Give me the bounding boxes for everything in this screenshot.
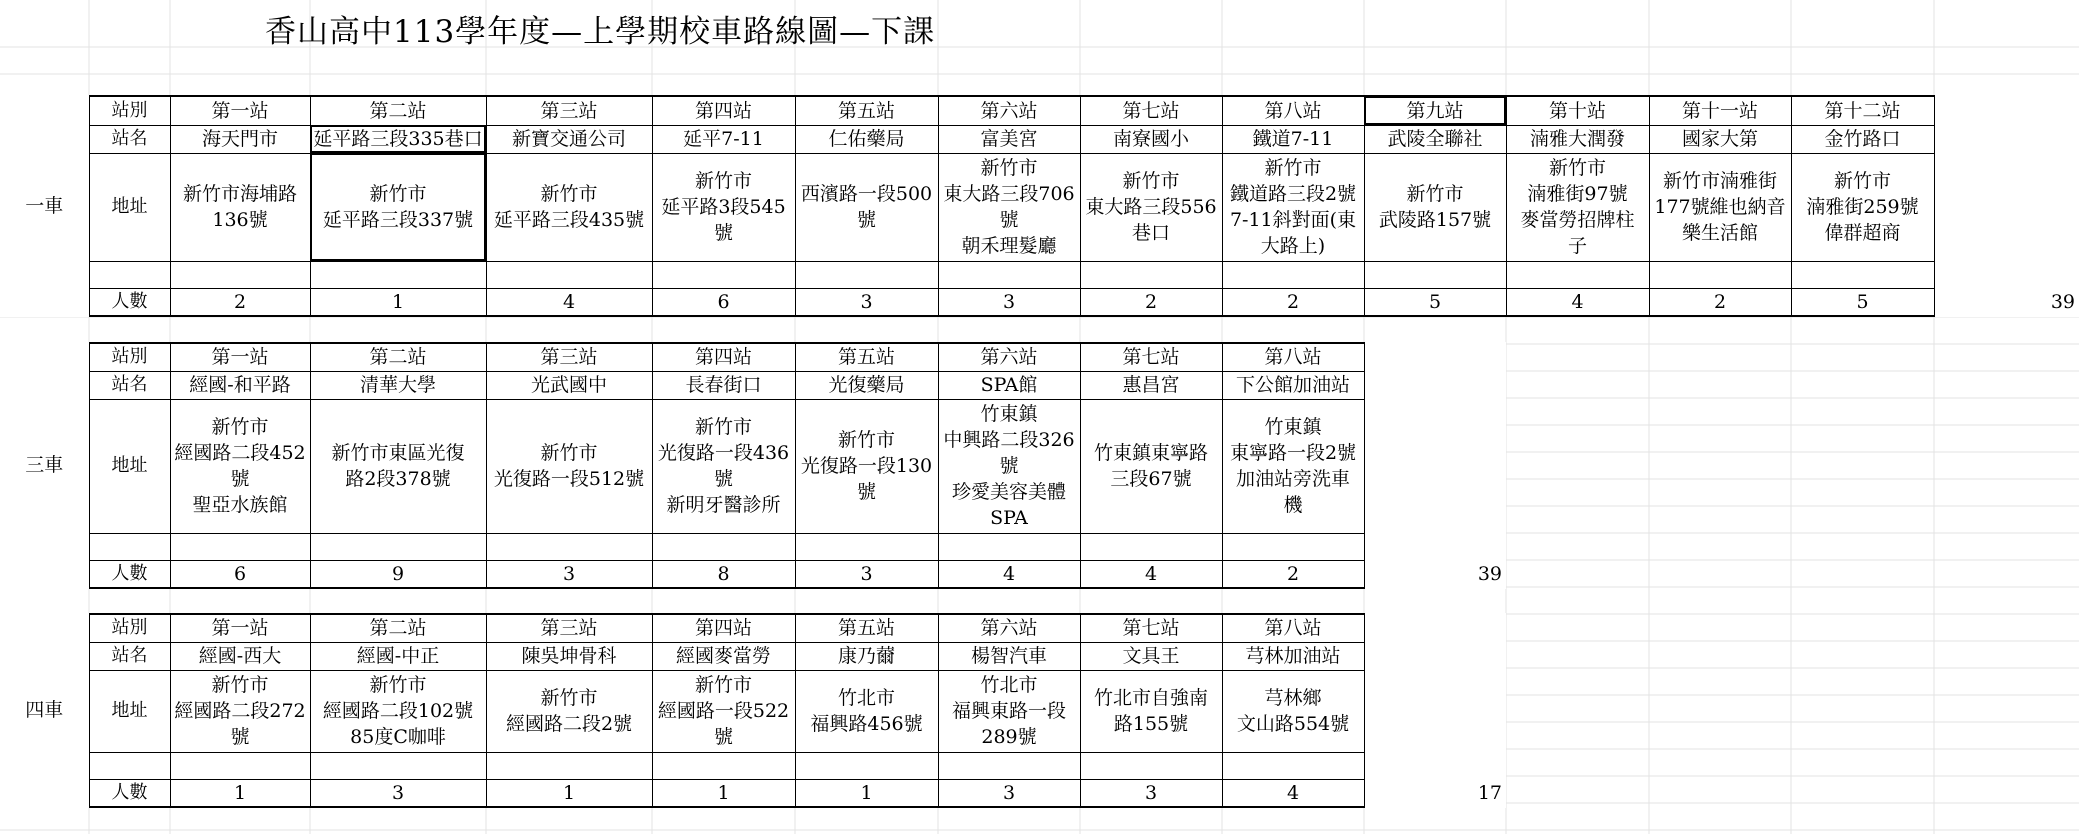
- station-name: 光復藥局: [795, 371, 938, 399]
- blank-cell: [1080, 261, 1222, 288]
- station-count: 3: [795, 560, 938, 588]
- blank-cell: [795, 261, 938, 288]
- row-label-address: 地址: [89, 670, 170, 752]
- blank-cell: [795, 752, 938, 779]
- station-count: 4: [486, 288, 652, 316]
- station-order: 第四站: [652, 96, 795, 125]
- station-count: 9: [310, 560, 486, 588]
- station-name: 鐵道7-11: [1222, 125, 1364, 153]
- station-count: 2: [1222, 560, 1364, 588]
- station-count: 2: [1080, 288, 1222, 316]
- station-address: 芎林鄉 文山路554號: [1222, 670, 1364, 752]
- station-order: 第八站: [1222, 343, 1364, 371]
- blank-cell: [89, 533, 170, 560]
- row-label-address: 地址: [89, 153, 170, 261]
- station-count: 1: [170, 779, 310, 807]
- station-name: SPA館: [938, 371, 1080, 399]
- station-name-selected[interactable]: 延平路三段335巷口: [310, 125, 486, 153]
- station-name: 湳雅大潤發: [1506, 125, 1649, 153]
- station-count: 1: [795, 779, 938, 807]
- station-count: 5: [1364, 288, 1506, 316]
- empty-cell: [1934, 153, 2079, 261]
- station-order: 第二站: [310, 343, 486, 371]
- station-name: 富美宮: [938, 125, 1080, 153]
- blank-cell: [170, 533, 310, 560]
- blank-cell: [795, 533, 938, 560]
- car-total: 17: [1477, 781, 1502, 804]
- empty-cell: [1934, 261, 2079, 288]
- station-order: 第六站: [938, 96, 1080, 125]
- blank-cell: [310, 261, 486, 288]
- empty-cell: [1934, 96, 2079, 125]
- station-address: 西濱路一段500 號: [795, 153, 938, 261]
- station-count: 5: [1791, 288, 1934, 316]
- station-address: 新竹市 延平路3段545 號: [652, 153, 795, 261]
- blank-cell: [170, 752, 310, 779]
- station-name: 經國-中正: [310, 642, 486, 670]
- station-name: 南寮國小: [1080, 125, 1222, 153]
- station-name: 陳吳坤骨科: [486, 642, 652, 670]
- row-label-name: 站名: [89, 371, 170, 399]
- station-address: 新竹市 經國路一段522 號: [652, 670, 795, 752]
- station-order: 第六站: [938, 614, 1080, 642]
- empty-cell: [1364, 399, 1506, 533]
- blank-cell: [652, 261, 795, 288]
- blank-cell: [938, 752, 1080, 779]
- blank-cell: [89, 752, 170, 779]
- station-order: 第八站: [1222, 96, 1364, 125]
- car-3-route-table: [0, 342, 1506, 589]
- station-order: 第六站: [938, 343, 1080, 371]
- station-name: 惠昌宮: [1080, 371, 1222, 399]
- station-address: 新竹市 光復路一段512號: [486, 399, 652, 533]
- station-name: 經國麥當勞: [652, 642, 795, 670]
- station-count: 3: [1080, 779, 1222, 807]
- station-address: 竹東鎮 中興路二段326 號 珍愛美容美體 SPA: [938, 399, 1080, 533]
- station-name: 新寶交通公司: [486, 125, 652, 153]
- station-order: 第七站: [1080, 614, 1222, 642]
- blank-cell: [1364, 261, 1506, 288]
- station-count: 4: [938, 560, 1080, 588]
- station-name: 金竹路口: [1791, 125, 1934, 153]
- row-label-order: 站別: [89, 343, 170, 371]
- car-total: 39: [1477, 562, 1502, 585]
- station-count: 2: [1649, 288, 1791, 316]
- station-address: 新竹市 延平路三段435號: [486, 153, 652, 261]
- station-address: 新竹市 東大路三段556 巷口: [1080, 153, 1222, 261]
- station-count: 3: [795, 288, 938, 316]
- station-order: 第八站: [1222, 614, 1364, 642]
- blank-cell: [1222, 533, 1364, 560]
- row-label-order: 站別: [89, 96, 170, 125]
- row-label-count: 人數: [89, 288, 170, 316]
- station-name: 文具王: [1080, 642, 1222, 670]
- station-address: 竹北市自強南 路155號: [1080, 670, 1222, 752]
- blank-cell: [486, 261, 652, 288]
- station-count: 3: [310, 779, 486, 807]
- row-label-count: 人數: [89, 779, 170, 807]
- car-1-route-table: [0, 95, 2079, 317]
- blank-cell: [938, 533, 1080, 560]
- station-address: 竹北市 福興路456號: [795, 670, 938, 752]
- station-order: 第五站: [795, 614, 938, 642]
- blank-cell: [938, 261, 1080, 288]
- station-name: 海天門市: [170, 125, 310, 153]
- station-name: 仁佑藥局: [795, 125, 938, 153]
- station-count: 1: [310, 288, 486, 316]
- car-total: 39: [2050, 290, 2075, 313]
- station-address: 新竹市 光復路一段436 號 新明牙醫診所: [652, 399, 795, 533]
- station-order: 第十站: [1506, 96, 1649, 125]
- station-address: 竹北市 福興東路一段 289號: [938, 670, 1080, 752]
- row-label-address: 地址: [89, 399, 170, 533]
- station-order-selected[interactable]: 第九站: [1364, 96, 1506, 125]
- station-order: 第七站: [1080, 343, 1222, 371]
- station-name: 清華大學: [310, 371, 486, 399]
- blank-cell: [486, 752, 652, 779]
- blank-cell: [1506, 261, 1649, 288]
- empty-cell: [1364, 614, 1506, 642]
- blank-cell: [652, 752, 795, 779]
- station-count: 4: [1222, 779, 1364, 807]
- station-name: 下公館加油站: [1222, 371, 1364, 399]
- station-address: 新竹市海埔路 136號: [170, 153, 310, 261]
- station-order: 第五站: [795, 96, 938, 125]
- blank-cell: [170, 261, 310, 288]
- station-name: 光武國中: [486, 371, 652, 399]
- empty-cell: [1364, 642, 1506, 670]
- car-label: 一車: [0, 96, 89, 316]
- empty-cell: [1364, 533, 1506, 560]
- station-address: 竹東鎮東寧路 三段67號: [1080, 399, 1222, 533]
- row-label-order: 站別: [89, 614, 170, 642]
- station-name: 武陵全聯社: [1364, 125, 1506, 153]
- station-address: 新竹市 湳雅街97號 麥當勞招牌柱 子: [1506, 153, 1649, 261]
- station-address: 新竹市湳雅街 177號維也納音 樂生活館: [1649, 153, 1791, 261]
- station-count: 3: [938, 779, 1080, 807]
- row-label-name: 站名: [89, 642, 170, 670]
- station-name: 楊智汽車: [938, 642, 1080, 670]
- blank-cell: [310, 533, 486, 560]
- car-label: 四車: [0, 614, 89, 807]
- station-order: 第四站: [652, 614, 795, 642]
- station-count: 3: [486, 560, 652, 588]
- empty-cell: [1934, 125, 2079, 153]
- empty-cell: [1364, 343, 1506, 371]
- station-address: 新竹市東區光復 路2段378號: [310, 399, 486, 533]
- blank-cell: [1649, 261, 1791, 288]
- station-name: 經國-西大: [170, 642, 310, 670]
- blank-cell: [1222, 261, 1364, 288]
- station-count: 2: [1222, 288, 1364, 316]
- station-address: 新竹市 武陵路157號: [1364, 153, 1506, 261]
- blank-cell: [1222, 752, 1364, 779]
- station-order: 第二站: [310, 96, 486, 125]
- station-count: 1: [486, 779, 652, 807]
- station-order: 第五站: [795, 343, 938, 371]
- station-count: 6: [652, 288, 795, 316]
- blank-cell: [486, 533, 652, 560]
- station-address: 新竹市 經國路二段2號: [486, 670, 652, 752]
- station-order: 第四站: [652, 343, 795, 371]
- station-count: 4: [1080, 560, 1222, 588]
- blank-cell: [652, 533, 795, 560]
- station-count: 3: [938, 288, 1080, 316]
- station-order: 第一站: [170, 96, 310, 125]
- station-order: 第三站: [486, 343, 652, 371]
- car-label: 三車: [0, 343, 89, 588]
- station-address: 新竹市 湳雅街259號 偉群超商: [1791, 153, 1934, 261]
- station-order: 第二站: [310, 614, 486, 642]
- station-address: 新竹市 鐵道路三段2號 7-11斜對面(東 大路上): [1222, 153, 1364, 261]
- blank-cell: [310, 752, 486, 779]
- station-count: 2: [170, 288, 310, 316]
- station-name: 康乃薾: [795, 642, 938, 670]
- row-label-name: 站名: [89, 125, 170, 153]
- station-order: 第三站: [486, 96, 652, 125]
- station-address: 新竹市 經國路二段452 號 聖亞水族館: [170, 399, 310, 533]
- car-4-route-table: [0, 613, 1506, 808]
- station-count: 4: [1506, 288, 1649, 316]
- blank-cell: [1791, 261, 1934, 288]
- station-order: 第十一站: [1649, 96, 1791, 125]
- station-address: 新竹市 東大路三段706 號 朝禾理髮廳: [938, 153, 1080, 261]
- station-order: 第一站: [170, 343, 310, 371]
- station-address: 新竹市 經國路二段272 號: [170, 670, 310, 752]
- empty-cell: [1364, 371, 1506, 399]
- blank-cell: [89, 261, 170, 288]
- station-name: 經國-和平路: [170, 371, 310, 399]
- station-count: 8: [652, 560, 795, 588]
- blank-cell: [1080, 752, 1222, 779]
- station-count: 6: [170, 560, 310, 588]
- empty-cell: [1364, 752, 1506, 779]
- station-name: 芎林加油站: [1222, 642, 1364, 670]
- station-order: 第一站: [170, 614, 310, 642]
- station-name: 延平7-11: [652, 125, 795, 153]
- station-address: 新竹市 經國路二段102號 85度C咖啡: [310, 670, 486, 752]
- blank-cell: [1080, 533, 1222, 560]
- station-name: 國家大第: [1649, 125, 1791, 153]
- station-count: 1: [652, 779, 795, 807]
- row-label-count: 人數: [89, 560, 170, 588]
- station-order: 第七站: [1080, 96, 1222, 125]
- empty-cell: [1364, 670, 1506, 752]
- station-address: 竹東鎮 東寧路一段2號 加油站旁洗車 機: [1222, 399, 1364, 533]
- station-address: 新竹市 光復路一段130 號: [795, 399, 938, 533]
- station-name: 長春街口: [652, 371, 795, 399]
- station-order: 第十二站: [1791, 96, 1934, 125]
- station-order: 第三站: [486, 614, 652, 642]
- station-address-selected[interactable]: 新竹市 延平路三段337號: [310, 153, 486, 261]
- page-title: 香山高中113學年度—上學期校車路線圖—下課: [265, 14, 936, 50]
